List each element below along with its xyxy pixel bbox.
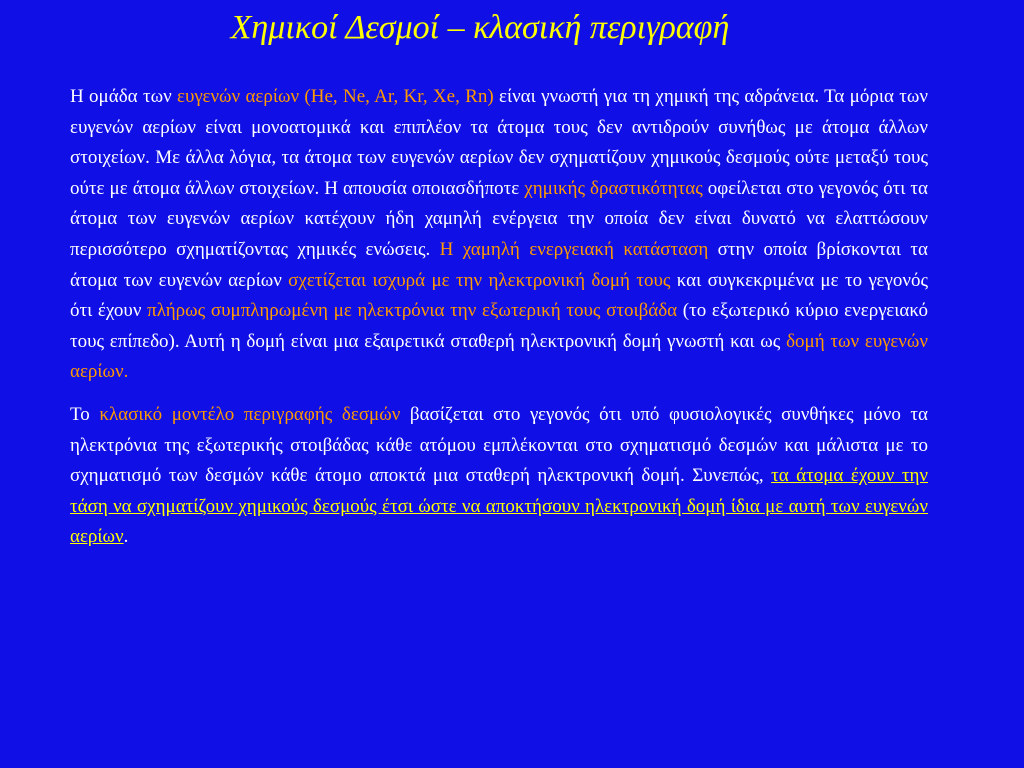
body-text: οφείλεται στο γεγονός ότι τα άτομα των ευγενών αερίων κατέχουν ήδη χαμηλή ενέργεια την οποία δεν είναι δυνατό να ελαττώσουν περισσότερο σχηματίζοντας χημικές ενώσεις. [70,177,928,260]
body-text: . [123,526,129,548]
highlighted-text: δομή των ευγενών αερίων. [70,330,928,383]
paragraph-classical-model [70,400,928,553]
highlighted-text: χημικής δραστικότητας [524,177,703,199]
highlighted-text: σχετίζεται ισχυρά με την ηλεκτρονική δομή τους [288,269,671,291]
body-text: στην οποία βρίσκονται τα άτομα των ευγενών αερίων [70,238,928,291]
body-text: είναι γνωστή για τη χημική της αδράνεια. Τα μόρια των ευγενών αερίων είναι μονοατομικά και επιπλέον τα άτομα τους δεν αντιδρούν συνήθως με άτομα άλλων στοιχείων. Με άλλα λόγια, τα άτομα των ευγενών αερίων δεν σχηματίζουν χημικούς δεσμούς ούτε μεταξύ τους ούτε με άτομα άλλων στοιχείων. Η απουσία οποιασδήποτε [70,86,928,199]
highlighted-text: κλασικό μοντέλο περιγραφής δεσμών [99,403,401,425]
highlighted-text: πλήρως συμπληρωμένη με ηλεκτρόνια την εξωτερική τους στοιβάδα [147,300,678,322]
underlined-key-statement[interactable]: τα άτομα έχουν την τάση να σχηματίζουν χημικούς δεσμούς έτσι ώστε να αποκτήσουν ηλεκτρονική δομή ίδια με αυτή των ευγενών αερίων [70,465,928,548]
body-text: βασίζεται στο γεγονός ότι υπό φυσιολογικές συνθήκες μόνο τα ηλεκτρόνια της εξωτερικής στοιβάδας κάθε ατόμου εμπλέκονται στο σχηματισμό δεσμών και μάλιστα με το σχηματισμό των δεσμών κάθε άτομο αποκτά μια σταθερή ηλεκτρονική δομή. Συνεπώς, [70,403,928,487]
slide-title: Χημικοί Δεσμοί – κλασική περιγραφή [230,9,730,46]
body-text: Η ομάδα των [70,86,178,107]
body-text: Το [70,403,100,425]
body-text: και συγκεκριμένα με το γεγονός ότι έχουν [70,269,928,322]
highlighted-text: ευγενών αερίων (He, Ne, Ar, Kr, Xe, Rn) [177,86,494,107]
body-text: (το εξωτερικό κύριο ενεργειακό τους επίπεδο). Αυτή η δομή είναι μια εξαιρετικά σταθερή ηλεκτρονική δομή γνωστή και ως [70,300,928,352]
paragraph-noble-gases [70,82,928,388]
slide-body [70,82,928,553]
highlighted-text: Η χαμηλή ενεργειακή κατάσταση [439,238,709,260]
